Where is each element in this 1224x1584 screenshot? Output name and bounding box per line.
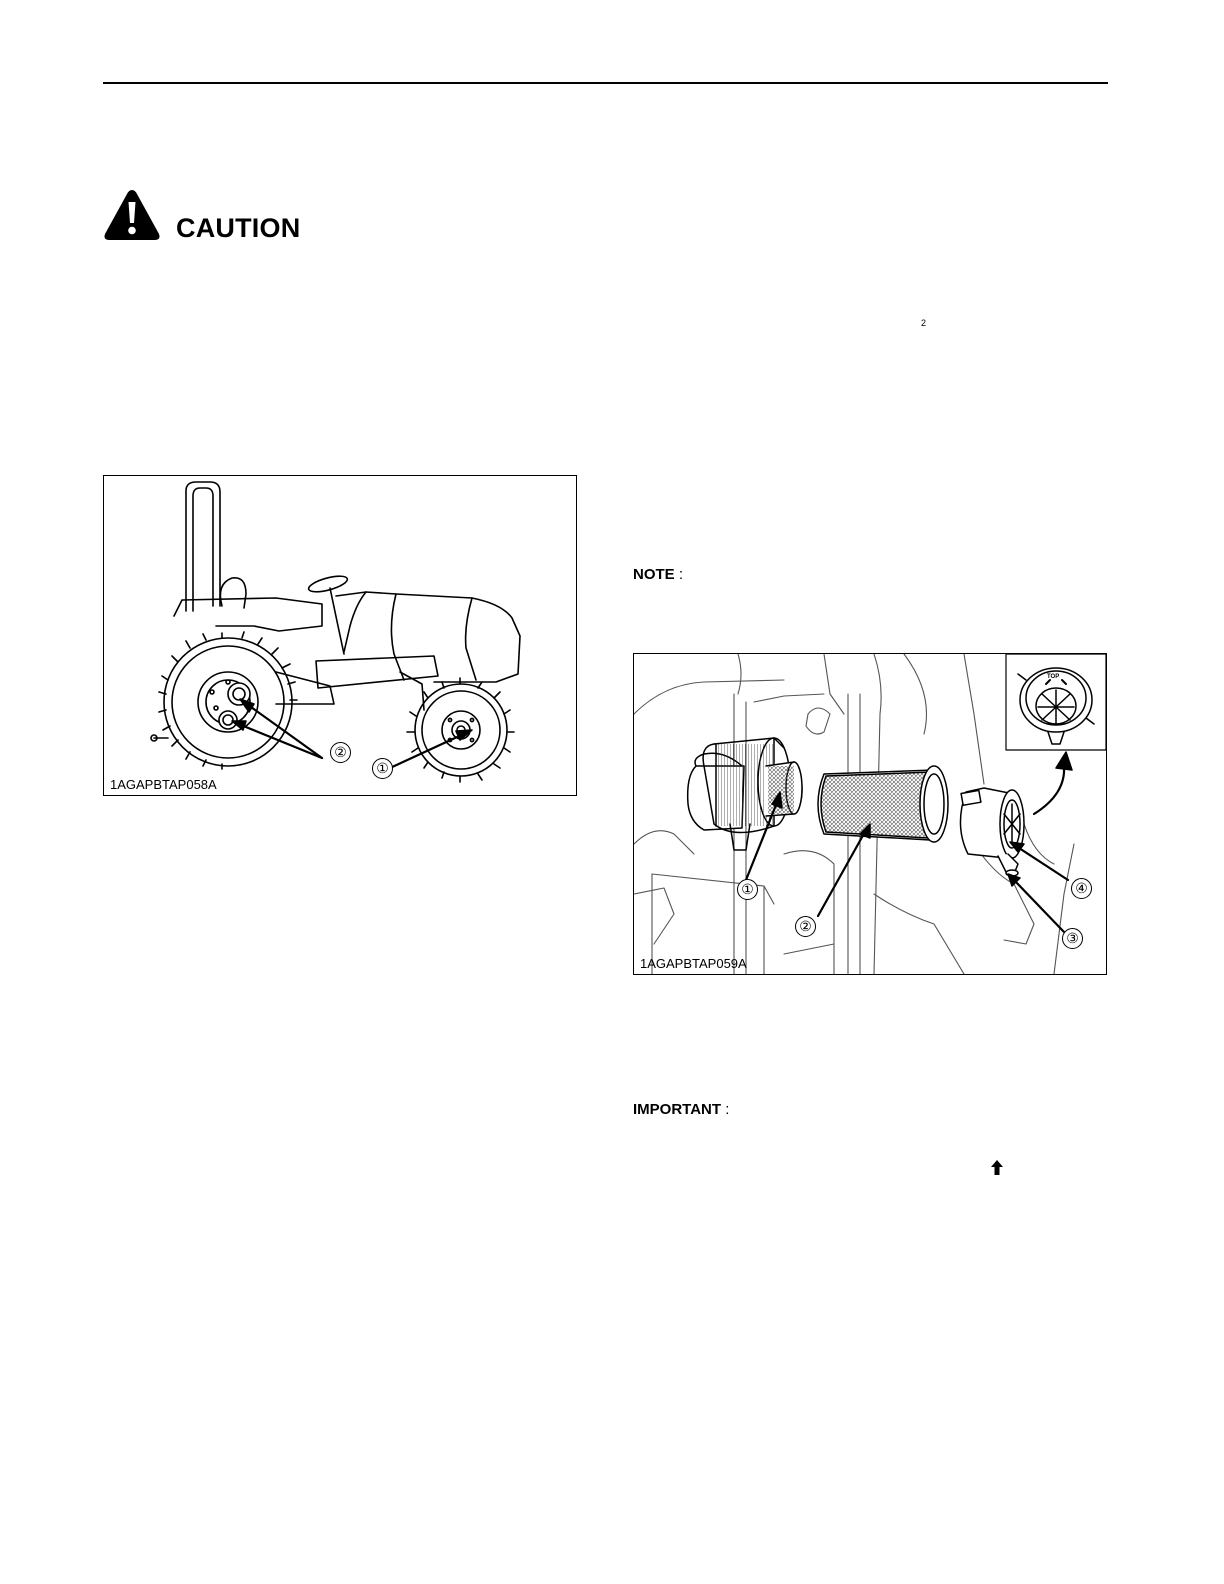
important-colon: : bbox=[721, 1101, 730, 1118]
figure-tractor-wheels bbox=[103, 475, 577, 796]
caution-heading bbox=[103, 188, 343, 244]
note-colon: : bbox=[674, 566, 684, 583]
air-cleaner-illustration bbox=[634, 654, 1106, 974]
warning-triangle-icon bbox=[103, 188, 161, 242]
superscript-2: 2 bbox=[921, 318, 927, 328]
fig2-callout-4: ④ bbox=[1071, 878, 1092, 899]
up-arrow-icon bbox=[991, 1160, 1003, 1175]
fig2-callout-1: ① bbox=[737, 879, 758, 900]
fig2-callout-3: ③ bbox=[1062, 928, 1083, 949]
inset-top-label: TOP bbox=[1047, 674, 1060, 680]
note-label bbox=[633, 566, 683, 584]
fig2-code: 1AGAPBTAP059A bbox=[640, 956, 747, 971]
fig2-callout-2: ② bbox=[795, 916, 816, 937]
fig1-callout-2: ② bbox=[330, 742, 351, 763]
header-rule bbox=[103, 82, 1108, 84]
fig1-callout-1: ① bbox=[372, 758, 393, 779]
important-label bbox=[633, 1101, 729, 1119]
caution-label: CAUTION bbox=[176, 213, 301, 243]
important-label-text: IMPORTANT bbox=[633, 1101, 722, 1118]
fig1-code: 1AGAPBTAP058A bbox=[110, 777, 217, 792]
note-label-text: NOTE bbox=[633, 566, 675, 583]
figure-air-cleaner bbox=[633, 653, 1107, 975]
